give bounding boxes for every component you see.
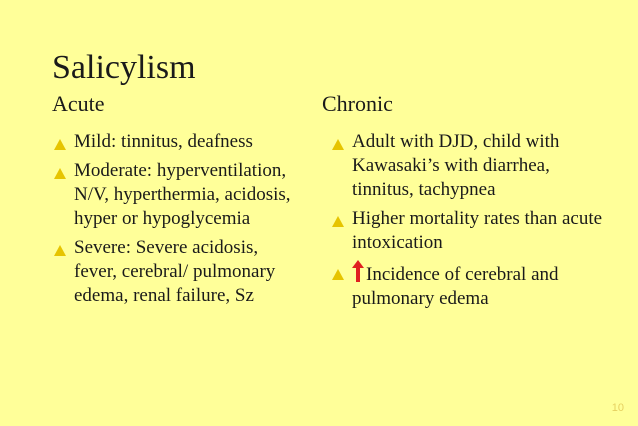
chronic-item-edema bbox=[330, 260, 610, 311]
page-number: 10 bbox=[611, 402, 624, 414]
acute-list bbox=[52, 130, 302, 313]
slide-title: Salicylism bbox=[52, 49, 196, 86]
triangle-bullet-icon bbox=[54, 139, 66, 150]
chronic-item-population bbox=[330, 130, 610, 202]
acute-item-severe-text: Severe: Severe acidosis, fever, cerebral/ pulmonary edema, renal failure, Sz bbox=[74, 237, 276, 306]
chronic-item-edema-text: Incidence of cerebral and pulmonary edema bbox=[352, 264, 559, 309]
chronic-list bbox=[330, 130, 610, 316]
triangle-bullet-icon bbox=[332, 269, 344, 280]
chronic-item-mortality-text: Higher mortality rates than acute intoxication bbox=[352, 208, 603, 253]
triangle-bullet-icon bbox=[54, 168, 66, 179]
up-arrow-icon bbox=[352, 260, 364, 282]
chronic-item-mortality bbox=[330, 207, 610, 255]
chronic-heading: Chronic bbox=[322, 91, 393, 116]
triangle-bullet-icon bbox=[332, 216, 344, 227]
chronic-item-population-text: Adult with DJD, child with Kawasaki’s with diarrhea, tinnitus, tachypnea bbox=[352, 131, 560, 200]
acute-item-mild-text: Mild: tinnitus, deafness bbox=[74, 131, 253, 152]
triangle-bullet-icon bbox=[332, 139, 344, 150]
acute-item-severe bbox=[52, 236, 302, 308]
acute-heading: Acute bbox=[52, 91, 105, 116]
acute-item-mild bbox=[52, 130, 302, 154]
triangle-bullet-icon bbox=[54, 245, 66, 256]
acute-item-moderate-text: Moderate: hyperventilation, N/V, hyperthermia, acidosis, hyper or hypoglycemia bbox=[74, 160, 291, 229]
acute-item-moderate bbox=[52, 159, 302, 231]
